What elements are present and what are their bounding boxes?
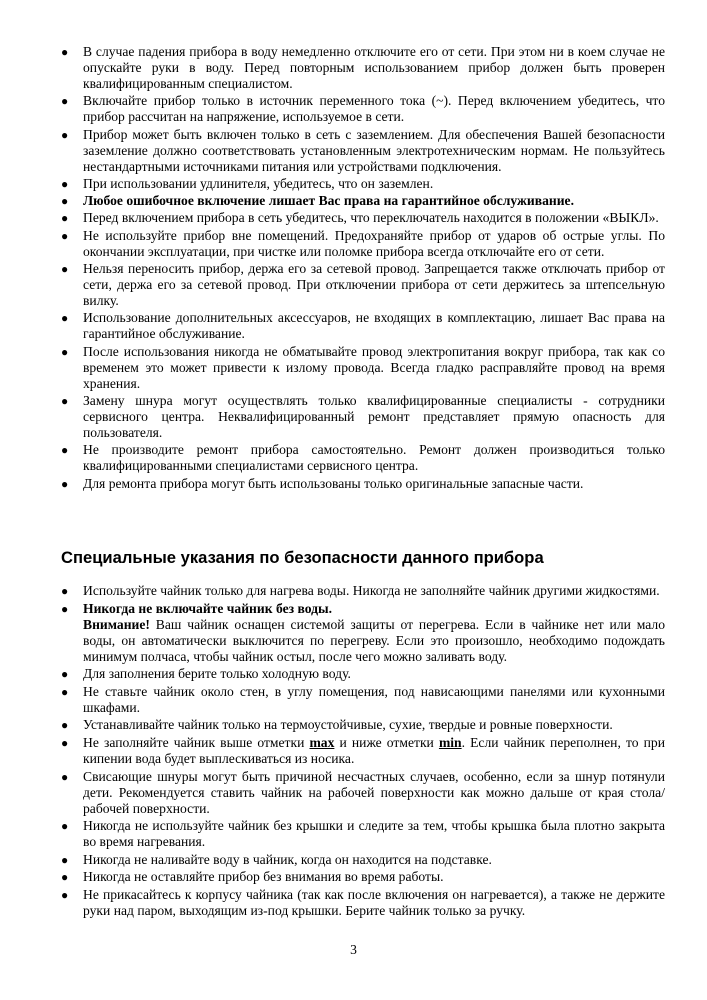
- list-item: ● Не производите ремонт прибора самостоятельно. Ремонт должен производиться только квалифицированными специалистами сервисного центра.: [61, 442, 665, 474]
- bullet-icon: ●: [61, 601, 69, 616]
- bullet-icon: ●: [61, 393, 69, 408]
- bullet-icon: ●: [61, 584, 69, 598]
- bullet-icon: ●: [61, 718, 69, 733]
- bullet-icon: ●: [61, 735, 69, 750]
- list-item: ● Никогда не наливайте воду в чайник, когда он находится на подставке.: [61, 851, 492, 867]
- bullet-icon: ●: [61, 127, 69, 142]
- bullet-icon: ●: [61, 852, 69, 867]
- list-item: ● Никогда не оставляйте прибор без внимания во время работы.: [61, 869, 444, 885]
- list-item: ● Не заполняйте чайник выше отметки max и ниже отметки min. Если чайник переполнен, то при кипении вода будет выплескиваться из носика.: [61, 734, 665, 766]
- bullet-icon: ●: [61, 769, 69, 784]
- list-item: ● Прибор может быть включен только в сеть с заземлением. Для обеспечения Вашей безопасности заземление должно соответствовать установленным электротехническим нормам. Не пользуйтесь нестандартными источниками питания или устройствами подключения.: [61, 126, 665, 174]
- list-item: ● Нельзя переносить прибор, держа его за сетевой провод. Запрещается также отключать прибор от сети, держа его за сетевой провод. При отключении прибора от сети держитесь за штепсельную вилку.: [61, 261, 665, 309]
- list-item: ● Используйте чайник только для нагрева воды. Никогда не заполняйте чайник другими жидкостями.: [61, 583, 660, 598]
- list-item: ● Не прикасайтесь к корпусу чайника (так как после включения он нагревается), а также не держите руки над паром, выходящим из-под крышки. Берите чайник только за ручку.: [61, 886, 665, 918]
- list-item: ● Для заполнения берите только холодную воду.: [61, 666, 351, 682]
- bullet-icon: ●: [61, 870, 69, 885]
- list-item: ● Перед включением прибора в сеть убедитесь, что переключатель находится в положении «ВЫКЛ».: [61, 210, 659, 226]
- list-item: ● Никогда не включайте чайник без воды. Внимание! Ваш чайник оснащен системой защиты от перегрева. Если в чайнике нет или мало воды, он автоматически выключится по перегреву. Если это произошло, необходимо подождать минимум полчаса, чтобы чайник остыл, после чего можно заливать воду.: [61, 600, 665, 664]
- list-item: ● Использование дополнительных аксессуаров, не входящих в комплектацию, лишает Вас права на гарантийное обслуживание.: [61, 310, 665, 342]
- kettle-safety-list: [0, 583, 707, 921]
- general-safety-list: [0, 44, 707, 493]
- list-item: ● В случае падения прибора в воду немедленно отключите его от сети. При этом ни в коем случае не опускайте руки в воду. Перед повторным использованием прибор должен быть проверен квалифицированным специалистом.: [61, 44, 665, 91]
- bullet-icon: ●: [61, 311, 69, 326]
- min-mark: min: [438, 734, 462, 750]
- list-item: ● Любое ошибочное включение лишает Вас права на гарантийное обслуживание.: [61, 193, 574, 209]
- list-item: ● При использовании удлинителя, убедитесь, что он заземлен.: [61, 175, 434, 191]
- bullet-icon: ●: [61, 94, 69, 109]
- page-number: 3: [350, 942, 357, 957]
- bullet-icon: ●: [61, 45, 69, 59]
- bullet-icon: ●: [61, 667, 69, 682]
- bullet-icon: ●: [61, 684, 69, 699]
- list-item: ● Никогда не используйте чайник без крышки и следите за тем, чтобы крышка была плотно закрыта во время нагревания.: [61, 818, 665, 850]
- bullet-icon: ●: [61, 211, 69, 226]
- no-water-warning: Никогда не включайте чайник без воды.: [83, 600, 333, 616]
- list-item: ● Не используйте прибор вне помещений. Предохраняйте прибор от ударов об острые углы. По окончании эксплуатации, при чистке или поломке прибора всегда отключайте его от сети.: [61, 227, 665, 259]
- list-item: ● Для ремонта прибора могут быть использованы только оригинальные запасные части.: [61, 475, 584, 491]
- list-item: ● Устанавливайте чайник только на термоустойчивые, сухие, твердые и ровные поверхности.: [61, 717, 613, 733]
- bullet-icon: ●: [61, 476, 69, 491]
- max-mark: max: [309, 734, 335, 750]
- bullet-icon: ●: [61, 194, 69, 209]
- bullet-icon: ●: [61, 443, 69, 458]
- list-item: ● Не ставьте чайник около стен, в углу помещения, под нависающими панелями или кухонными шкафами.: [61, 683, 665, 715]
- list-item: ● После использования никогда не обматывайте провод электропитания вокруг прибора, так как со временем это может привести к излому провода. Всегда гладко расправляйте провод на время хранения.: [61, 343, 665, 391]
- bullet-icon: ●: [61, 228, 69, 243]
- bullet-icon: ●: [61, 176, 69, 191]
- attention-label: Внимание!: [83, 616, 150, 632]
- list-item: ● Включайте прибор только в источник переменного тока (~). Перед включением убедитесь, что прибор рассчитан на напряжение, используемое в сети.: [61, 93, 665, 125]
- section-heading: Специальные указания по безопасности данного прибора: [61, 548, 544, 567]
- bullet-icon: ●: [61, 262, 69, 277]
- bullet-icon: ●: [61, 887, 69, 902]
- list-item: ● Замену шнура могут осуществлять только квалифицированные специалисты - сотрудники сервисного центра. Неквалифицированный ремонт представляет прямую опасность для пользователя.: [61, 392, 665, 440]
- bullet-icon: ●: [61, 344, 69, 359]
- list-item: ● Свисающие шнуры могут быть причиной несчастных случаев, особенно, если за шнур потянули дети. Рекомендуется ставить чайник на рабочей поверхности как можно дальше от края стола/рабочей поверхности.: [61, 768, 665, 816]
- bullet-icon: ●: [61, 819, 69, 834]
